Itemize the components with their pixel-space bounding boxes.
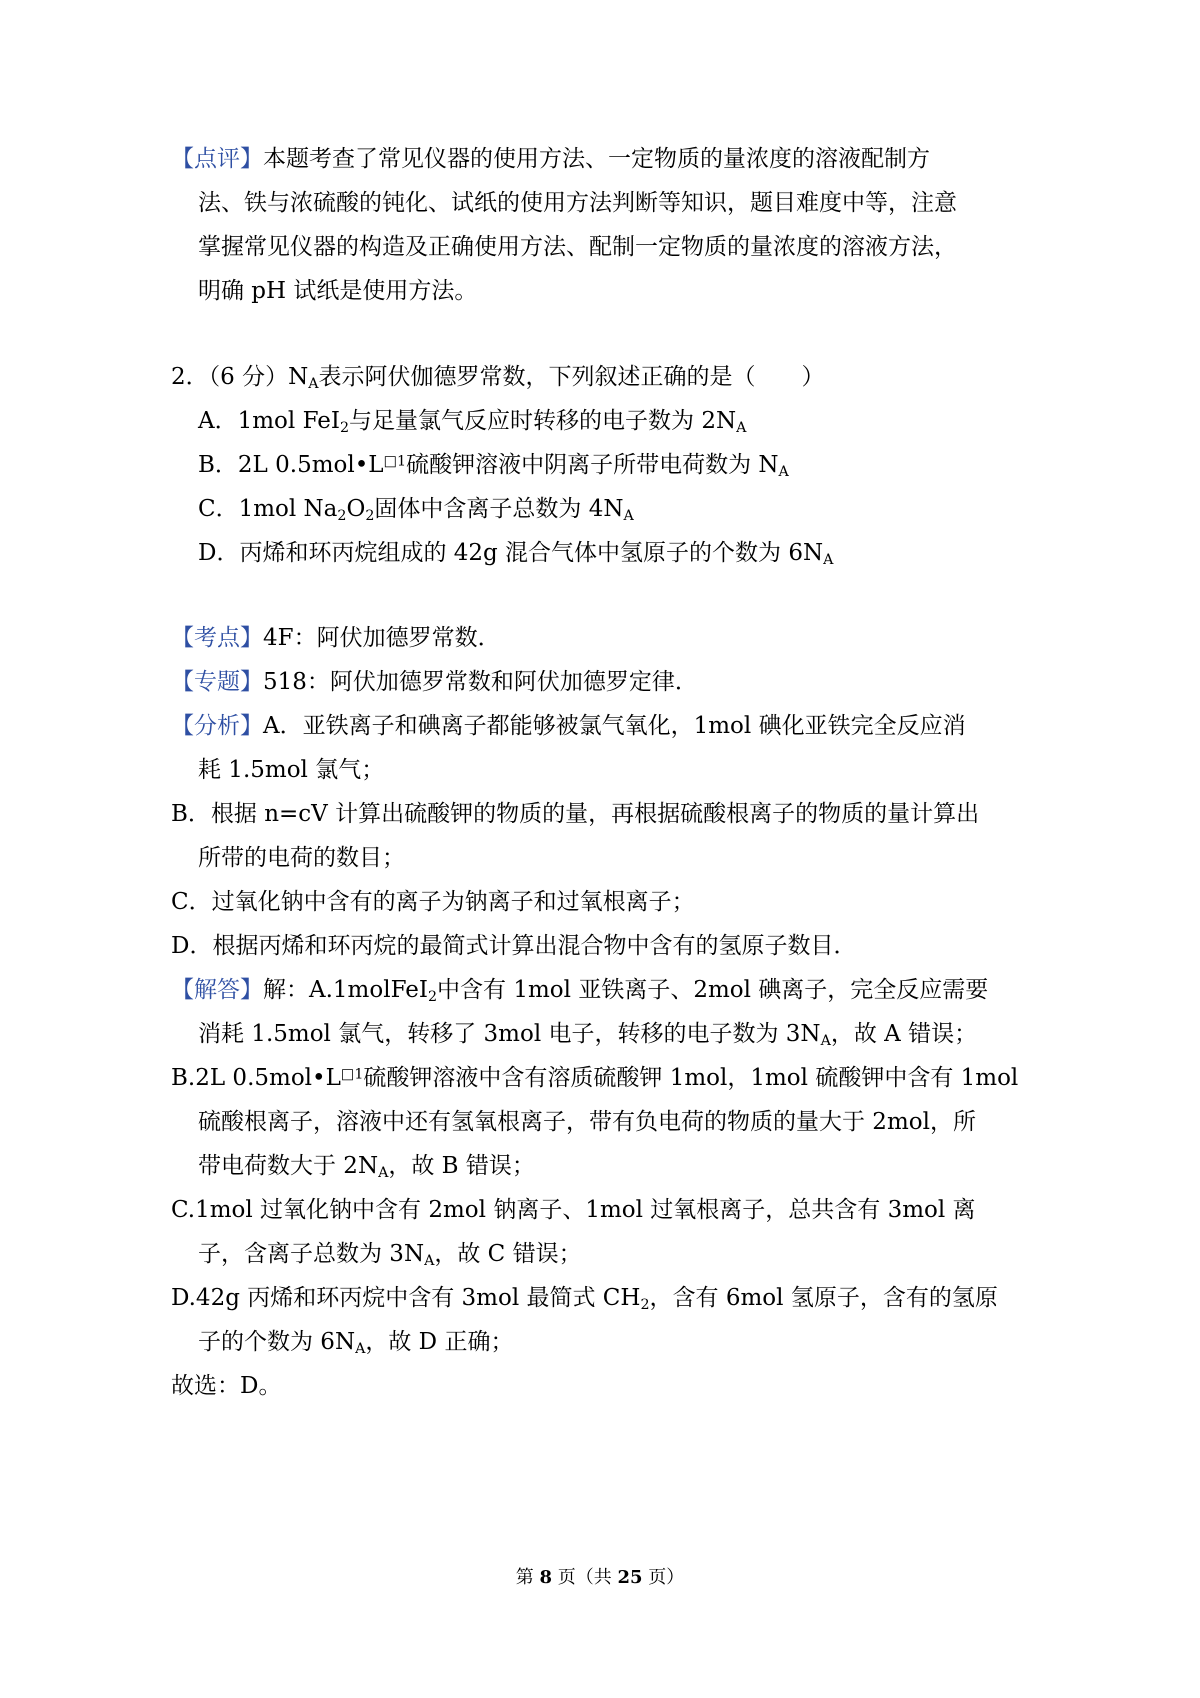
answer-line-1: 【解答】解：A.1molFeI$_2$中含有 1mol 亚铁离子、2mol 碘离子，完全反应需要 (171, 977, 989, 1005)
analysis-tag: 【分析】 (171, 713, 263, 739)
answer-line-5: 带电荷数大于 $2N_A$，故 B 错误； (198, 1153, 535, 1181)
answer-line-9: 子的个数为 $6N_A$，故 D 正确； (198, 1329, 514, 1357)
analysis-line-6: D．根据丙烯和环丙烷的最简式计算出混合物中含有的氢原子数目． (171, 933, 857, 959)
page-footer: 第 8 页（共 25 页） (515, 1567, 685, 1588)
page-total: 25 (617, 1567, 643, 1588)
zhuanti-tag: 【专题】 (171, 669, 263, 695)
option-c: C．1mol $Na_2O_2$固体中含离子总数为 $4N_A$ (198, 496, 634, 524)
kaodian-tag: 【考点】 (171, 625, 263, 651)
analysis-line-4: 所带的电荷的数目； (198, 845, 405, 871)
answer-line-6: C.1mol 过氧化钠中含有 2mol 钠离子、1mol 过氧根离子，总共含有 3mol 离 (171, 1197, 976, 1223)
answer-line-3: B.2L $0.5mol•L^{□1}$硫酸钾溶液中含有溶质硫酸钾 1mol，1mol 硫酸钾中含有 1mol (171, 1065, 1019, 1091)
comment-line-1: 【点评】本题考查了常见仪器的使用方法、一定物质的量浓度的溶液配制方 (171, 146, 930, 172)
answer-line-2: 消耗 1.5mol 氯气，转移了 3mol 电子，转移的电子数为 $3N_A$，故 A 错误； (198, 1021, 978, 1049)
answer-tag: 【解答】 (171, 977, 263, 1003)
answer-line-4: 硫酸根离子，溶液中还有氢氧根离子，带有负电荷的物质的量大于 2mol，所 (198, 1109, 976, 1135)
option-d: D．丙烯和环丙烷组成的 42g 混合气体中氢原子的个数为 $6N_A$ (198, 540, 834, 568)
analysis-line-1: 【分析】A．亚铁离子和碘离子都能够被氯气氧化，1mol 碘化亚铁完全反应消 (171, 713, 966, 739)
analysis-line-5: C．过氧化钠中含有的离子为钠离子和过氧根离子； (171, 889, 695, 915)
option-b: B．2L $0.5mol•L^{□1}$硫酸钾溶液中阴离子所带电荷数为 $N_A$ (198, 452, 789, 480)
question-stem: 2．（6 分）$N_A$表示阿伏伽德罗常数，下列叙述正确的是（ ） (171, 364, 825, 392)
analysis-line-3: B．根据 n=cV 计算出硫酸钾的物质的量，再根据硫酸根离子的物质的量计算出 (171, 801, 980, 827)
comment-line-4: 明确 pH 试纸是使用方法。 (198, 278, 478, 304)
comment-line-3: 掌握常见仪器的构造及正确使用方法、配制一定物质的量浓度的溶液方法， (198, 234, 957, 260)
zhuanti-line: 【专题】518：阿伏加德罗常数和阿伏加德罗定律． (171, 669, 698, 695)
page-number: 8 (539, 1567, 552, 1588)
answer-line-7: 子，含离子总数为 $3N_A$，故 C 错误； (198, 1241, 582, 1269)
option-a: A．1mol FeI$_2$与足量氯气反应时转移的电子数为 $2N_A$ (198, 408, 747, 436)
kaodian-line: 【考点】4F：阿伏加德罗常数． (171, 625, 501, 651)
analysis-line-2: 耗 1.5mol 氯气； (198, 757, 385, 783)
comment-tag: 【点评】 (171, 146, 263, 172)
comment-line-2: 法、铁与浓硫酸的钝化、试纸的使用方法判断等知识，题目难度中等，注意 (198, 190, 957, 216)
answer-line-10: 故选：D。 (171, 1373, 282, 1399)
answer-line-8: D.42g 丙烯和环丙烷中含有 3mol 最简式 $CH_2$，含有 6mol 氢原子，含有的氢原 (171, 1285, 998, 1313)
